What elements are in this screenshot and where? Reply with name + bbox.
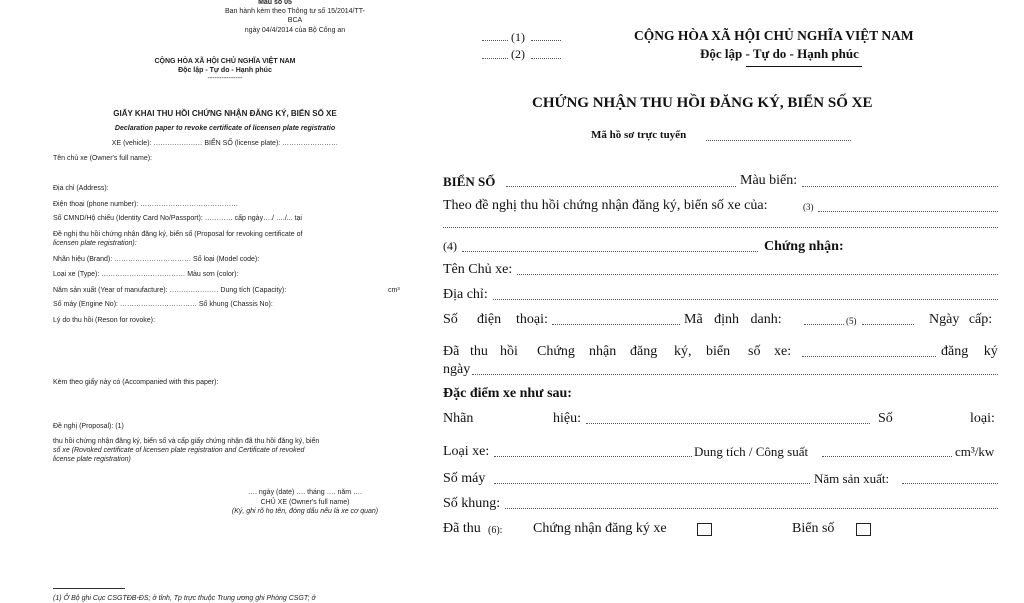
footnote: (1) Ở Bộ ghi Cục CSGTĐB-ĐS; ở tỉnh, Tp trực thuộc Trung ương ghi Phòng CSGT; ở <box>53 595 316 602</box>
owner-label: Tên Chủ xe: <box>443 262 513 277</box>
phone-word-2: điện <box>477 312 502 327</box>
num2-label: (2) <box>511 47 525 61</box>
year-line: Năm sản xuất (Year of manufacture): ………………… Dung tích (Capacity): <box>53 287 287 294</box>
plate-checkbox[interactable] <box>856 523 871 536</box>
chassis-input[interactable] <box>505 508 998 509</box>
phone-word-1: Số <box>443 312 458 327</box>
capacity-input[interactable] <box>822 456 952 457</box>
motto-underline <box>746 66 862 67</box>
issued-by-line-3: ngày 04/4/2014 của Bộ Công an <box>244 27 346 34</box>
num1-dots-right <box>531 40 561 41</box>
issued-by-line-2: BCA <box>287 17 303 24</box>
brand-word-2: hiệu: <box>553 411 581 426</box>
revoke-line-2: số xe (Rovoked certificate of licensen plate registration and Certificate of revoked <box>53 447 305 454</box>
issued-by-line-1: Ban hành kèm theo Thông tư số 15/2014/TT- <box>225 8 365 15</box>
cm3-unit: cm³ <box>388 287 400 294</box>
id-code-input-2[interactable] <box>862 324 914 325</box>
address-input[interactable] <box>493 299 998 300</box>
year-label: Năm sản xuất: <box>814 471 890 486</box>
date-input[interactable] <box>472 374 998 375</box>
model-word-2: loại: <box>970 411 995 426</box>
brand-input[interactable] <box>586 423 870 424</box>
form-number: Mẫu số 05 <box>258 0 292 6</box>
year-input[interactable] <box>902 483 998 484</box>
date-line: …. ngày (date) …. tháng …. năm …. <box>248 489 362 496</box>
note-6: (6): <box>488 525 503 536</box>
authority-input[interactable] <box>462 251 758 252</box>
owner-signature-label: CHỦ XE (Owner's full name) <box>260 499 350 506</box>
plate-color-label: Màu biển: <box>740 173 798 188</box>
motto-rule: --------------- <box>207 75 243 82</box>
engine-input[interactable] <box>494 483 810 484</box>
owner-name-field: Tên chủ xe (Owner's full name): <box>53 155 152 162</box>
right-motto: Độc lập - Tự do - Hạnh phúc <box>700 46 859 61</box>
revoked-word-2: thu <box>470 344 488 359</box>
cert-checkbox[interactable] <box>697 523 712 536</box>
collected-label: Đã thu <box>443 521 481 536</box>
requester-input-line2[interactable] <box>443 227 998 228</box>
plate-color-input[interactable] <box>802 186 998 187</box>
revoked-word-1: Đã <box>443 344 460 359</box>
online-code-label: Mã hồ sơ trực tuyến <box>591 129 687 141</box>
type-label: Loại xe: <box>443 444 490 459</box>
num1-label: (1) <box>511 30 525 44</box>
capacity-unit: cm³/kw <box>955 444 995 459</box>
online-code-dots <box>706 140 851 141</box>
engine-line: Số máy (Engine No): …………………………… Số khung (Chassis No): <box>53 301 273 308</box>
attached-field: Kèm theo giấy này có (Accompanied with this paper): <box>53 379 219 386</box>
issue-date-label: Ngày cấp: <box>929 312 993 327</box>
plate-item-label: Biển số <box>792 521 835 536</box>
phone-field: Điện thoại (phone number): …………………………………… <box>53 201 239 208</box>
vehicle-line: XE (vehicle): ………………… BIỂN SỐ (license plate): …………………… <box>111 140 339 147</box>
revoked-word-4: Chứng <box>537 344 575 359</box>
features-heading: Đặc điểm xe như sau: <box>443 386 572 401</box>
num2-dots-left <box>482 58 508 59</box>
left-title-en: Declaration paper to revoke certificate of licensen plate registratio <box>114 125 336 132</box>
requester-input[interactable] <box>818 211 998 212</box>
revoked-word-8: biển <box>706 344 731 359</box>
revoked-word-6: đăng <box>630 344 658 359</box>
signature-note: (Ký, ghi rõ họ tên, đóng dấu nếu là xe cơ quan) <box>231 508 379 515</box>
capacity-label: Dung tích / Công suất <box>694 444 809 459</box>
revoked-word-7: ký, <box>674 344 692 359</box>
right-nation-heading: CỘNG HÒA XÃ HỘI CHỦ NGHĨA VIỆT NAM <box>634 28 914 43</box>
note-4: (4) <box>443 239 457 253</box>
proposal-label: Đề nghị (Proposal): (1) <box>53 423 124 430</box>
type-input[interactable] <box>494 456 692 457</box>
revoked-word-3: hồi <box>500 344 518 359</box>
type-line: Loại xe (Type): ……………………………… Màu sơn (color): <box>53 271 239 278</box>
left-title-vi: GIẤY KHAI THU HỒI CHỨNG NHẬN ĐĂNG KÝ, BIỂN SỐ XE <box>113 109 337 118</box>
nation-heading: CỘNG HÒA XÃ HỘI CHỦ NGHĨA VIỆT NAM <box>154 58 296 65</box>
num2-dots-right <box>531 58 561 59</box>
cert-item-label: Chứng nhận đăng ký xe <box>533 521 667 536</box>
phone-input[interactable] <box>552 324 680 325</box>
address-field: Địa chỉ (Address): <box>53 185 109 192</box>
motto: Độc lập - Tự do - Hạnh phúc <box>178 67 272 74</box>
model-word-1: Số <box>878 411 893 426</box>
reason-field: Lý do thu hồi (Reson for rovoke): <box>53 317 155 324</box>
note-5: (5) <box>846 316 857 326</box>
address-label: Địa chỉ: <box>443 287 488 302</box>
brand-line: Nhãn hiệu (Brand): …………………………… Số loại (Model code): <box>53 256 260 263</box>
note-3: (3) <box>803 202 814 212</box>
revoke-line-3: license plate registration) <box>53 456 131 463</box>
plate-input[interactable] <box>506 186 736 187</box>
id-code-label: Mã định danh: <box>684 312 782 327</box>
chassis-label: Số khung: <box>443 496 501 511</box>
revoked-word-5: nhận <box>589 344 617 359</box>
plate-label: BIỂN SỐ <box>443 174 496 189</box>
id-field: Số CMND/Hộ chiếu (Identity Card No/Passport): ………… cấp ngày…./ …./... tại <box>53 215 302 222</box>
revoked-input[interactable] <box>802 356 936 357</box>
footnote-rule <box>53 588 125 589</box>
engine-label: Số máy <box>443 471 486 486</box>
revoked-word-10: xe: <box>774 344 792 359</box>
phone-word-3: thoại: <box>516 312 548 327</box>
request-line: Theo đề nghị thu hồi chứng nhận đăng ký, biển số xe của: <box>443 198 768 213</box>
revoked-word-9: số <box>748 344 761 359</box>
proposal-line-2: licensen plate registration): <box>53 240 137 247</box>
reg-word: đăng ký <box>941 344 998 359</box>
revoke-line-1: thu hồi chứng nhận đăng ký, biển số và cấp giấy chứng nhận đã thu hồi đăng ký, biển <box>53 438 320 445</box>
date-word: ngày <box>443 362 471 377</box>
brand-word-1: Nhãn <box>443 411 474 426</box>
num1-dots-left <box>482 40 508 41</box>
id-code-input[interactable] <box>804 324 844 325</box>
certify-label: Chứng nhận: <box>764 239 844 254</box>
owner-input[interactable] <box>517 274 998 275</box>
right-title: CHỨNG NHẬN THU HỒI ĐĂNG KÝ, BIỂN SỐ XE <box>532 95 873 111</box>
proposal-line-1: Đề nghị thu hồi chứng nhận đăng ký, biển số (Proposal for revoking certificate of <box>53 231 303 238</box>
